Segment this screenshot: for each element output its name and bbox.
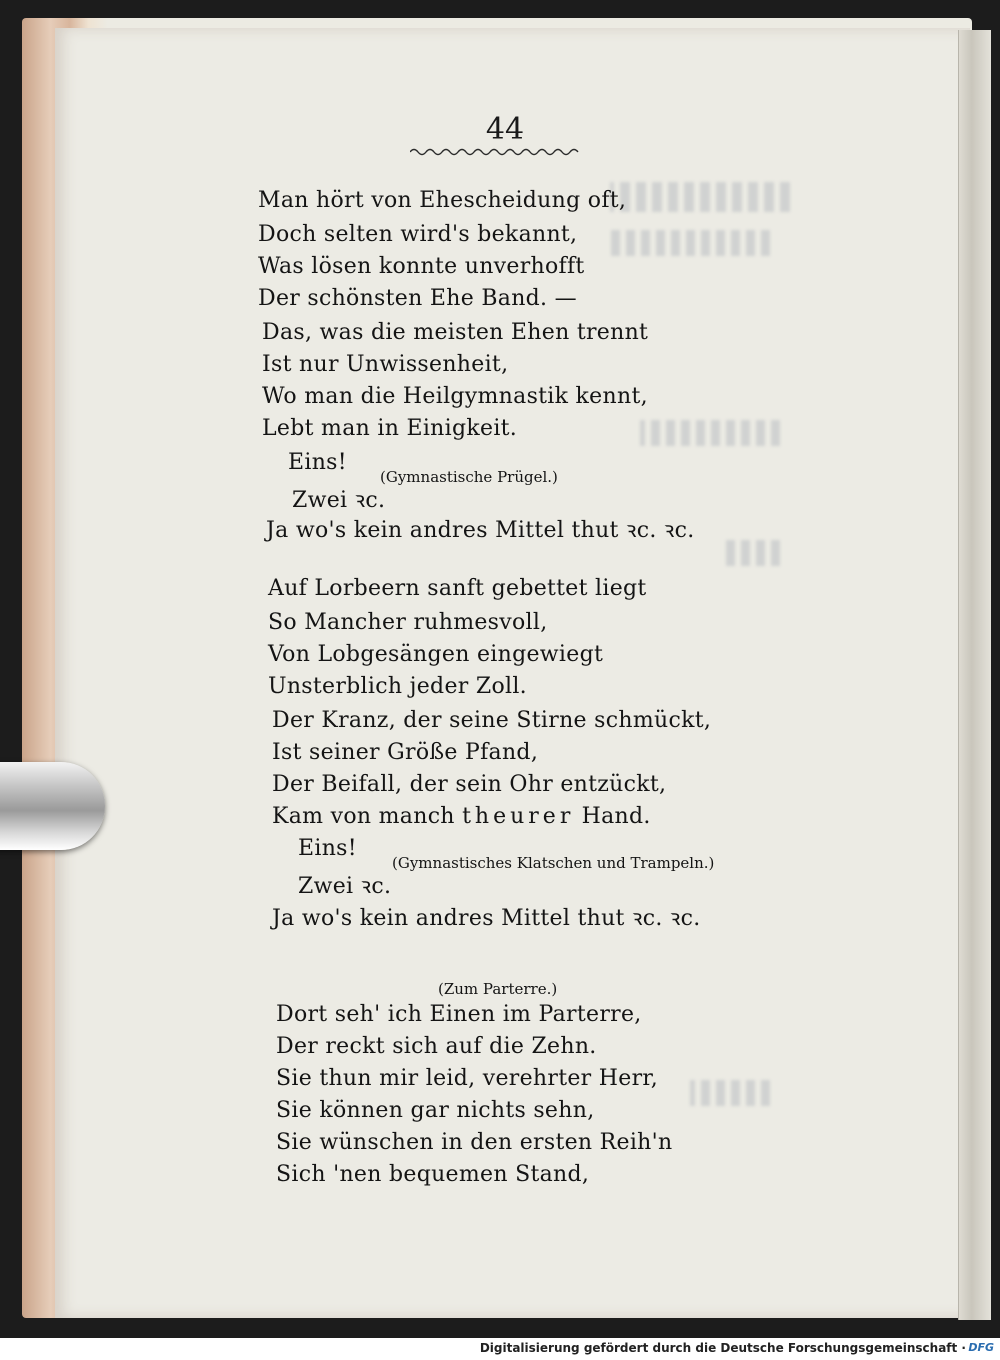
verse-fragment: Hand. bbox=[574, 804, 651, 829]
verse-line: Lebt man in Einigkeit. bbox=[262, 416, 518, 441]
verse-line: Unsterblich jeder Zoll. bbox=[268, 674, 527, 699]
verse-line: Sie wünschen in den ersten Reih'n bbox=[276, 1130, 673, 1155]
bleed-through-mark bbox=[610, 182, 790, 212]
verse-line: Sich 'nen bequemen Stand, bbox=[276, 1162, 590, 1187]
bleed-through-mark bbox=[640, 420, 780, 446]
refrain-line: Ja wo's kein andres Mittel thut ꝛc. ꝛc. bbox=[266, 518, 695, 543]
page-edge bbox=[958, 30, 991, 1320]
verse-line: Ist nur Unwissenheit, bbox=[262, 352, 509, 377]
bleed-through-mark bbox=[720, 540, 780, 566]
refrain-count: Eins! bbox=[288, 450, 347, 475]
verse-line: Doch selten wird's bekannt, bbox=[258, 222, 578, 247]
verse-line: Der reckt sich auf die Zehn. bbox=[276, 1034, 597, 1059]
verse-line: Auf Lorbeern sanft gebettet liegt bbox=[268, 576, 647, 601]
refrain-count: Zwei ꝛc. bbox=[298, 874, 392, 899]
bleed-through-mark bbox=[610, 230, 770, 256]
verse-line: Was lösen konnte unverhofft bbox=[258, 254, 585, 279]
verse-line: Der Kranz, der seine Stirne schmückt, bbox=[272, 708, 712, 733]
verse-line: Dort seh' ich Einen im Parterre, bbox=[276, 1002, 642, 1027]
verse-line: Der schönsten Ehe Band. — bbox=[258, 286, 577, 311]
stage-direction: (Zum Parterre.) bbox=[438, 980, 558, 998]
stage-direction: (Gymnastische Prügel.) bbox=[380, 468, 558, 486]
refrain-count: Zwei ꝛc. bbox=[292, 488, 386, 513]
page-number: 44 bbox=[485, 112, 525, 147]
verse-fragment: Kam von manch bbox=[272, 804, 463, 829]
verse-line: Sie können gar nichts sehn, bbox=[276, 1098, 595, 1123]
verse-line: Ist seiner Größe Pfand, bbox=[272, 740, 539, 765]
wavy-rule-ornament bbox=[410, 146, 580, 158]
book-clip bbox=[0, 762, 105, 850]
verse-line: Sie thun mir leid, verehrter Herr, bbox=[276, 1066, 659, 1091]
bleed-through-mark bbox=[690, 1080, 770, 1106]
refrain-count: Eins! bbox=[298, 836, 357, 861]
refrain-line: Ja wo's kein andres Mittel thut ꝛc. ꝛc. bbox=[272, 906, 701, 931]
verse-line: So Mancher ruhmesvoll, bbox=[268, 610, 548, 635]
verse-line: Man hört von Ehescheidung oft, bbox=[258, 188, 627, 213]
dfg-logo: DFG bbox=[968, 1341, 994, 1354]
verse-line bbox=[272, 804, 651, 829]
verse-line: Wo man die Heilgymnastik kennt, bbox=[262, 384, 648, 409]
stage-direction: (Gymnastisches Klatschen und Trampeln.) bbox=[392, 854, 715, 872]
verse-line: Der Beifall, der sein Ohr entzückt, bbox=[272, 772, 667, 797]
funding-notice: Digitalisierung gefördert durch die Deutsche Forschungsgemeinschaft · bbox=[479, 1341, 966, 1355]
verse-line: Von Lobgesängen eingewiegt bbox=[268, 642, 604, 667]
emphasized-word: theurer bbox=[462, 804, 575, 829]
verse-line: Das, was die meisten Ehen trennt bbox=[262, 320, 649, 345]
